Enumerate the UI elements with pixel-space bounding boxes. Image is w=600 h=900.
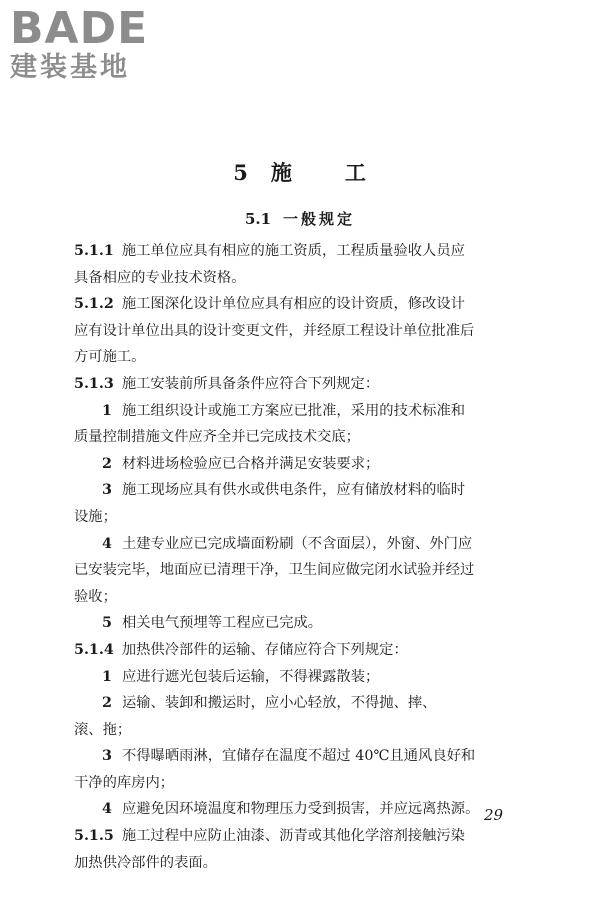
logo-wordmark: BADE: [10, 3, 149, 54]
text-line: [74, 690, 520, 717]
page-number: 29: [484, 806, 504, 824]
list-item-number: 4: [102, 535, 112, 552]
line-text: 具备相应的专业技术资格。: [74, 269, 246, 286]
line-text: 加热供冷部件的表面。: [74, 854, 217, 871]
text-line: [74, 531, 520, 558]
text-line: [74, 504, 520, 531]
text-line: [74, 318, 520, 345]
text-line: [74, 850, 520, 877]
clause-number: 5.1.3: [74, 375, 114, 392]
line-text: 质量控制措施文件应齐全并已完成技术交底；: [74, 429, 360, 446]
line-text: 应有设计单位出具的设计变更文件，并经原工程设计单位批准后: [74, 322, 475, 339]
section-heading: [0, 208, 600, 229]
document-body: [74, 238, 520, 876]
text-line: [74, 371, 520, 398]
text-line: [74, 796, 520, 823]
line-text: 施工安装前所具备条件应符合下列规定：: [121, 375, 380, 392]
line-text: 施工图深化设计单位应具有相应的设计资质，修改设计: [121, 296, 465, 313]
chapter-heading: [0, 157, 600, 187]
line-text: 应避免因环境温度和物理压力受到损害，并应远离热源。: [121, 801, 480, 818]
text-line: [74, 823, 520, 850]
text-line: [74, 743, 520, 770]
line-text: 运输、装卸和搬运时，应小心轻放，不得抛、摔、: [121, 695, 437, 712]
line-text: 验收；: [74, 588, 117, 605]
line-text: 干净的库房内；: [74, 774, 175, 791]
text-line: [74, 265, 520, 292]
chapter-title-first-char: 施: [270, 160, 293, 185]
list-item-number: 4: [102, 801, 112, 818]
list-item-number: 2: [102, 695, 112, 712]
line-text: 方可施工。: [74, 349, 146, 366]
list-item-number: 1: [102, 668, 112, 685]
clause-number: 5.1.2: [74, 296, 114, 313]
chapter-title-second-char: 工: [344, 160, 367, 185]
line-text: 不得曝晒雨淋，宜储存在温度不超过 40℃且通风良好和: [121, 748, 476, 765]
text-line: [74, 238, 520, 265]
text-line: [74, 424, 520, 451]
line-text: 施工过程中应防止油漆、沥青或其他化学溶剂接触污染: [121, 828, 465, 845]
line-text: 施工组织设计或施工方案应已批准，采用的技术标准和: [121, 402, 466, 419]
section-number: 5.1: [244, 210, 272, 228]
clause-number: 5.1.4: [74, 641, 114, 658]
text-line: [74, 637, 520, 664]
list-item-number: 5: [102, 615, 112, 632]
text-line: [74, 291, 520, 318]
line-text: 设施；: [74, 508, 117, 525]
line-text: 应进行遮光包装后运输，不得裸露散装；: [121, 668, 380, 685]
text-line: [74, 398, 520, 425]
text-line: [74, 770, 520, 797]
list-item-number: 2: [102, 455, 112, 472]
line-text: 相关电气预埋等工程应已完成。: [121, 615, 323, 632]
list-item-number: 1: [102, 402, 112, 419]
text-line: [74, 610, 520, 637]
watermark-logo: [10, 3, 180, 84]
line-text: 施工现场应具有供水或供电条件，应有储放材料的临时: [121, 482, 466, 499]
text-line: [74, 344, 520, 371]
clause-number: 5.1.1: [74, 243, 114, 259]
chapter-number: 5: [233, 160, 249, 185]
text-line: [74, 451, 520, 478]
list-item-number: 3: [102, 748, 112, 765]
text-line: [74, 557, 520, 584]
text-line: [74, 584, 520, 611]
clause-number: 5.1.5: [74, 828, 114, 845]
line-text: 加热供冷部件的运输、存储应符合下列规定：: [121, 641, 408, 658]
line-text: 已安装完毕，地面应已清理干净，卫生间应做完闭水试验并经过: [74, 562, 475, 579]
line-text: 施工单位应具有相应的施工资质，工程质量验收人员应: [121, 243, 465, 259]
text-line: [74, 477, 520, 504]
section-title: 一般规定: [283, 210, 356, 228]
line-text: 材料进场检验应已合格并满足安装要求；: [121, 455, 380, 472]
line-text: 土建专业应已完成墙面粉刷（不含面层），外窗、外门应: [121, 535, 473, 552]
text-line: [74, 717, 520, 744]
line-text: 滚、拖；: [74, 721, 132, 738]
logo-subtitle: 建装基地: [10, 52, 130, 83]
list-item-number: 3: [102, 482, 112, 499]
text-line: [74, 664, 520, 691]
